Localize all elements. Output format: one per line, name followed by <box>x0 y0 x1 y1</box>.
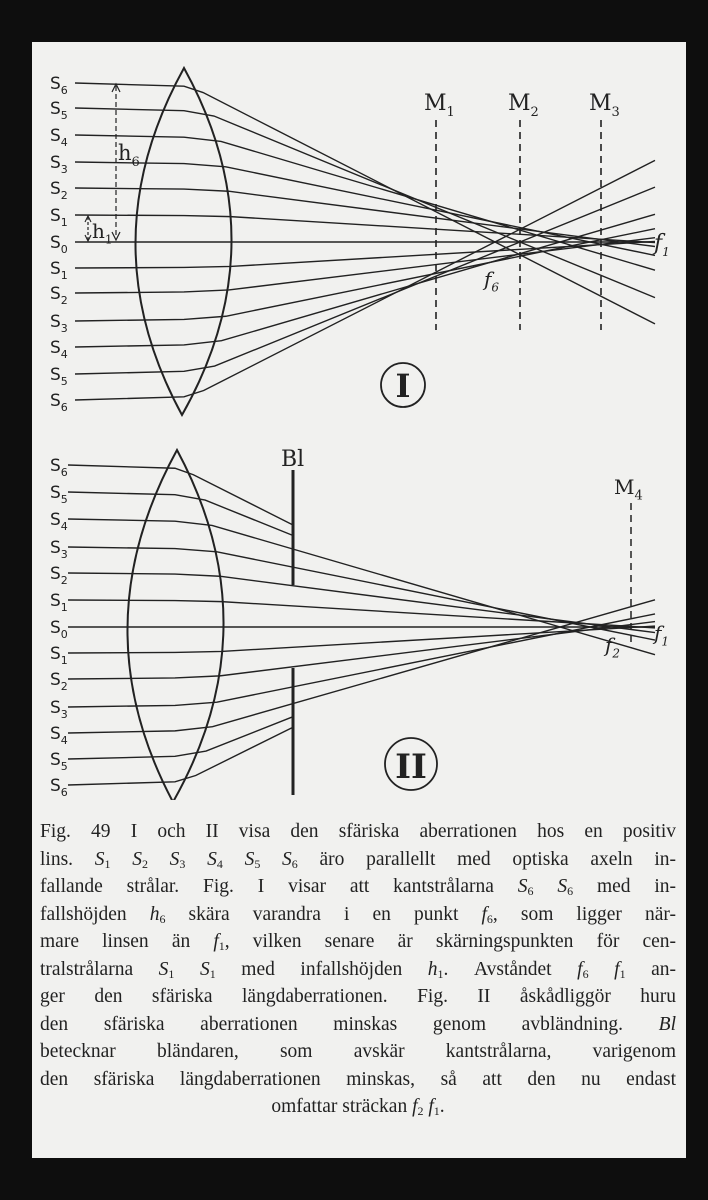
caption-symbol-subscript: 1 <box>168 966 175 981</box>
caption-symbol-subscript: 6 <box>567 884 574 898</box>
ray-label-II <box>50 644 68 667</box>
ray-label-II-base: S <box>50 538 61 558</box>
ray-label-I <box>50 126 68 149</box>
caption-symbol-subscript: 3 <box>179 856 186 871</box>
ray-label-I <box>50 179 68 202</box>
ray-label-II <box>50 698 68 721</box>
ray-label-I-base: S <box>50 126 61 146</box>
h1-label-base: h <box>92 219 105 243</box>
caption-symbol: f <box>213 931 219 952</box>
caption-text: lins. <box>40 848 95 870</box>
caption-symbol: f <box>614 958 620 980</box>
ray-label-I <box>50 338 68 361</box>
ray-label-II-sub: 5 <box>60 759 68 773</box>
ray-label-I-sub: 5 <box>60 374 68 388</box>
caption-text: ger den sfäriska längdaberrationen. Fig. II åskådliggör huru <box>40 986 676 1007</box>
ray-label-II-base: S <box>50 591 61 611</box>
ray-I <box>75 160 655 400</box>
ray-label-II-sub: 4 <box>60 519 68 533</box>
focus-f2-label-sub: 2 <box>612 646 621 661</box>
caption-text <box>589 959 615 980</box>
ray-II <box>68 519 655 655</box>
ray-label-I-base: S <box>50 206 61 226</box>
ray-label-II <box>50 618 68 641</box>
screen-M1-label-sub: 1 <box>446 105 455 121</box>
figure-caption <box>40 818 676 1121</box>
screen-M3-label-sub: 3 <box>611 105 620 121</box>
ray-II <box>68 547 655 640</box>
caption-text: mare linsen än <box>40 931 214 952</box>
ray-label-II <box>50 670 68 693</box>
screen-M2-label-base: M <box>508 91 531 116</box>
ray-label-II-sub: 3 <box>60 707 68 721</box>
screen-M2-label <box>508 91 539 120</box>
ray-label-I <box>50 233 68 256</box>
ray-label-II-base: S <box>50 483 61 503</box>
ray-label-I <box>50 284 68 307</box>
caption-symbol-subscript: 1 <box>209 966 216 981</box>
ray-label-I-base: S <box>50 179 61 199</box>
ray-label-II <box>50 776 68 799</box>
ray-II <box>68 626 655 653</box>
caption-symbol-subscript: 4 <box>216 856 223 871</box>
caption-text: fallshöjden <box>40 903 150 925</box>
ray-label-II <box>50 510 68 533</box>
caption-text: skära varandra i en punkt <box>165 903 482 925</box>
ray-II <box>68 717 293 759</box>
caption-text: den sfäriska längdaberrationen minskas, så att den nu endast <box>40 1068 676 1090</box>
h1-label <box>92 219 113 247</box>
caption-symbol: S <box>132 848 142 870</box>
caption-symbol: f <box>428 1096 434 1117</box>
ray-label-II-base: S <box>50 510 61 530</box>
ray-I <box>75 215 655 243</box>
caption-text: tralstrålarna <box>40 958 159 980</box>
ray-label-I <box>50 312 68 335</box>
ray-I <box>75 241 655 268</box>
caption-symbol: S <box>557 876 568 897</box>
ray-label-I-sub: 2 <box>60 188 68 202</box>
caption-text: omfattar sträckan <box>271 1096 413 1117</box>
ray-label-II-sub: 1 <box>60 600 68 614</box>
focus-f1-label-I-sub: 1 <box>662 245 670 260</box>
caption-symbol: S <box>517 876 528 897</box>
caption-line <box>40 983 676 1011</box>
h6-label-sub: 6 <box>131 154 140 170</box>
ray-label-II-base: S <box>50 724 61 744</box>
ray-label-I-sub: 5 <box>60 108 68 122</box>
ray-label-I-sub: 4 <box>60 135 68 149</box>
ray-II <box>68 622 655 679</box>
h6-label-base: h <box>118 141 132 165</box>
screen-M3-label-base: M <box>589 91 612 116</box>
caption-symbol: S <box>207 848 217 870</box>
ray-label-II-base: S <box>50 698 61 718</box>
caption-line <box>40 1093 676 1121</box>
ray-label-II-sub: 5 <box>60 492 68 506</box>
caption-line <box>40 873 676 901</box>
focus-f1-label-II-sub: 1 <box>661 634 670 649</box>
ray-label-II-base: S <box>50 456 61 476</box>
ray-label-I-sub: 2 <box>60 293 68 307</box>
caption-text <box>260 849 282 870</box>
caption-line <box>40 928 676 956</box>
ray-label-I <box>50 74 68 97</box>
caption-symbol-subscript: 5 <box>254 856 261 871</box>
caption-symbol-subscript: 1 <box>433 1104 440 1118</box>
ray-label-II-base: S <box>50 750 61 770</box>
caption-text: fallande strålar. Fig. I visar att kantstrålarna <box>40 876 518 897</box>
caption-symbol-subscript: 6 <box>291 856 298 871</box>
caption-line <box>40 818 676 846</box>
caption-symbol: h <box>149 903 160 925</box>
ray-I <box>75 135 655 270</box>
ray-II <box>68 573 655 633</box>
caption-text: . <box>439 1096 445 1117</box>
caption-text: . Avståndet <box>443 958 578 980</box>
screen-M2-label-sub: 2 <box>530 105 539 121</box>
caption-line <box>40 901 676 929</box>
caption-symbol: f <box>412 1096 418 1117</box>
caption-symbol: f <box>577 958 583 980</box>
caption-symbol-subscript: 2 <box>417 1104 424 1118</box>
caption-line <box>40 1011 676 1039</box>
ray-II <box>68 492 293 536</box>
caption-text: an- <box>625 958 677 980</box>
caption-line <box>40 1038 676 1066</box>
caption-symbol-subscript: 6 <box>527 884 534 898</box>
ray-label-II-sub: 2 <box>60 679 68 693</box>
ray-II <box>68 600 655 628</box>
focus-f1-label-I-base: f <box>654 231 663 256</box>
ray-label-II-sub: 2 <box>60 573 68 587</box>
caption-symbol-subscript: 6 <box>486 911 493 926</box>
ray-label-II <box>50 750 68 773</box>
ray-label-I-sub: 3 <box>60 162 68 176</box>
caption-symbol-subscript: 2 <box>141 856 148 871</box>
ray-label-I-sub: 6 <box>60 83 68 97</box>
caption-text: , som ligger när- <box>492 903 676 925</box>
screen-M3-label <box>589 91 620 120</box>
screen-M4-label-sub: 4 <box>634 488 643 504</box>
caption-text: den sfäriska aberrationen minskas genom avbländning. <box>40 1013 659 1035</box>
ray-label-I-base: S <box>50 284 61 304</box>
focus-f1-label-II <box>652 621 669 649</box>
ray-label-I-base: S <box>50 338 61 358</box>
caption-symbol: S <box>169 848 180 870</box>
ray-label-II <box>50 564 68 587</box>
caption-symbol-subscript: 1 <box>437 966 444 981</box>
ray-label-I <box>50 391 68 414</box>
ray-label-I <box>50 206 68 229</box>
caption-symbol: S <box>158 958 169 980</box>
ray-label-II-base: S <box>50 618 61 638</box>
ray-label-I-sub: 1 <box>60 268 68 282</box>
ray-label-II-sub: 6 <box>60 785 68 799</box>
ray-label-I <box>50 153 68 176</box>
screen-M4-label-base: M <box>614 475 635 499</box>
caption-text <box>223 849 245 870</box>
caption-symbol-subscript: 1 <box>218 939 225 953</box>
caption-symbol: f <box>481 903 487 925</box>
figure-II <box>50 447 669 800</box>
ray-label-I-base: S <box>50 391 61 411</box>
ray-label-I <box>50 99 68 122</box>
focus-f6-label-base: f <box>484 267 492 291</box>
focus-f6-label-sub: 6 <box>491 280 500 295</box>
caption-symbol: Bl <box>658 1013 676 1035</box>
ray-label-II <box>50 724 68 747</box>
numeral-II: II <box>395 747 427 787</box>
ray-label-I-base: S <box>50 259 61 279</box>
caption-text <box>174 959 200 980</box>
ray-label-II-sub: 0 <box>60 627 68 641</box>
caption-text: med infallshöjden <box>215 958 428 980</box>
caption-symbol: S <box>282 848 292 870</box>
ray-label-I-sub: 4 <box>60 347 68 361</box>
screen-M1-label-base: M <box>424 91 447 116</box>
ray-label-II <box>50 483 68 506</box>
caption-line <box>40 1066 676 1094</box>
ray-label-II-sub: 1 <box>60 653 68 667</box>
ray-label-I-base: S <box>50 99 61 119</box>
caption-text <box>185 849 207 870</box>
h1-label-sub: 1 <box>104 232 113 247</box>
caption-symbol: h <box>427 958 438 980</box>
ray-label-I-sub: 6 <box>60 400 68 414</box>
ray-label-I-base: S <box>50 74 61 94</box>
ray-II <box>68 600 655 733</box>
screen-M4-label <box>614 475 643 504</box>
lens-II <box>127 450 223 800</box>
ray-label-II <box>50 538 68 561</box>
ray-label-I <box>50 259 68 282</box>
ray-label-II-base: S <box>50 564 61 584</box>
caption-symbol: S <box>244 848 255 870</box>
ray-label-I-base: S <box>50 312 61 332</box>
stop-Bl-label: Bl <box>281 447 305 472</box>
ray-label-II-sub: 6 <box>60 465 68 479</box>
caption-symbol: S <box>199 958 210 980</box>
focus-f2-label-base: f <box>605 633 613 657</box>
caption-text: med in- <box>573 876 677 897</box>
ray-I <box>75 214 655 347</box>
ray-label-I-base: S <box>50 233 61 253</box>
caption-text: betecknar bländaren, som avskär kantstrålarna, varigenom <box>40 1041 676 1062</box>
ray-label-I-base: S <box>50 365 61 385</box>
caption-text <box>148 849 170 870</box>
caption-symbol-subscript: 1 <box>619 966 626 981</box>
ray-label-II <box>50 591 68 614</box>
focus-f1-label-I <box>652 231 670 259</box>
h6-label <box>118 141 140 170</box>
caption-text: Fig. 49 I och II visa den sfäriska aberrationen hos en positiv <box>40 821 676 842</box>
caption-line <box>40 956 676 984</box>
ray-label-II-sub: 3 <box>60 547 68 561</box>
ray-label-I-base: S <box>50 153 61 173</box>
caption-symbol: S <box>94 848 105 870</box>
ray-label-I <box>50 365 68 388</box>
focus-f6-label <box>482 267 499 295</box>
ray-label-II <box>50 456 68 479</box>
numeral-I: I <box>395 367 411 405</box>
caption-text <box>111 849 133 870</box>
caption-symbol-subscript: 6 <box>159 911 166 926</box>
ray-label-II-base: S <box>50 644 61 664</box>
figure-I <box>50 68 670 415</box>
caption-text: äro parallellt med optiska axeln in- <box>297 848 676 870</box>
screen-M1-label <box>424 91 455 120</box>
focus-f1-label-II-base: f <box>654 621 662 645</box>
ray-label-I-sub: 0 <box>60 242 68 256</box>
caption-symbol-subscript: 6 <box>582 966 589 981</box>
ray-label-I-sub: 1 <box>60 215 68 229</box>
ray-II <box>68 614 655 707</box>
ray-label-II-sub: 4 <box>60 733 68 747</box>
ray-label-II-base: S <box>50 776 61 796</box>
caption-symbol-subscript: 1 <box>104 856 111 871</box>
ray-label-I-sub: 3 <box>60 321 68 335</box>
caption-text: , vilken senare är skärningspunkten för cen- <box>224 931 676 952</box>
ray-label-II-base: S <box>50 670 61 690</box>
focus-f2-label <box>603 633 620 661</box>
caption-text <box>533 876 557 897</box>
caption-line <box>40 846 676 874</box>
